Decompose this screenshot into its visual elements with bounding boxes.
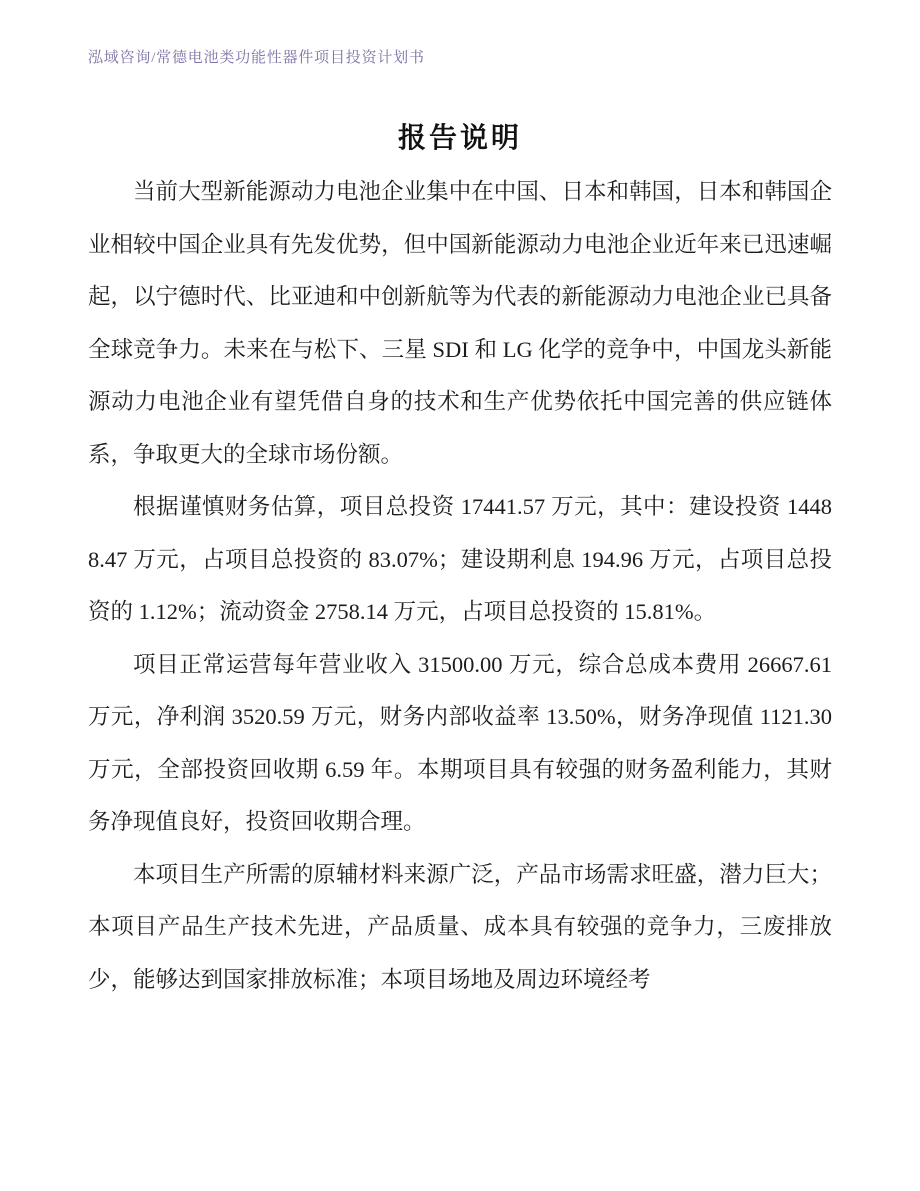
body-paragraph: 项目正常运营每年营业收入 31500.00 万元，综合总成本费用 26667.61 万元，净利润 3520.59 万元，财务内部收益率 13.50%，财务净现值 1121.30 万元，全部投资回收期 6.59 年。本期项目具有较强的财务盈利能力，其财务净现值良好，投资回收期合理。 [88,651,832,834]
document-header-breadcrumb: 泓域咨询/常德电池类功能性器件项目投资计划书 [88,50,425,66]
body-paragraph: 根据谨慎财务估算，项目总投资 17441.57 万元，其中：建设投资 14488.47 万元，占项目总投资的 83.07%；建设期利息 194.96 万元，占项目总投资的 1.12%；流动资金 2758.14 万元，占项目总投资的 15.81%。 [88,494,832,624]
document-body [88,166,832,1006]
body-paragraph: 本项目生产所需的原辅材料来源广泛，产品市场需求旺盛，潜力巨大；本项目产品生产技术先进，产品质量、成本具有较强的竞争力，三废排放少，能够达到国家排放标准；本项目场地及周边环境经考 [88,861,832,992]
body-paragraph: 当前大型新能源动力电池企业集中在中国、日本和韩国，日本和韩国企业相较中国企业具有先发优势，但中国新能源动力电池企业近年来已迅速崛起，以宁德时代、比亚迪和中创新航等为代表的新能源动力电池企业已具备全球竞争力。未来在与松下、三星 SDI 和 LG 化学的竞争中，中国龙头新能源动力电池企业有望凭借自身的技术和生产优势依托中国完善的供应链体系，争取更大的全球市场份额。 [88,179,832,467]
page-title: 报告说明 [397,123,522,154]
